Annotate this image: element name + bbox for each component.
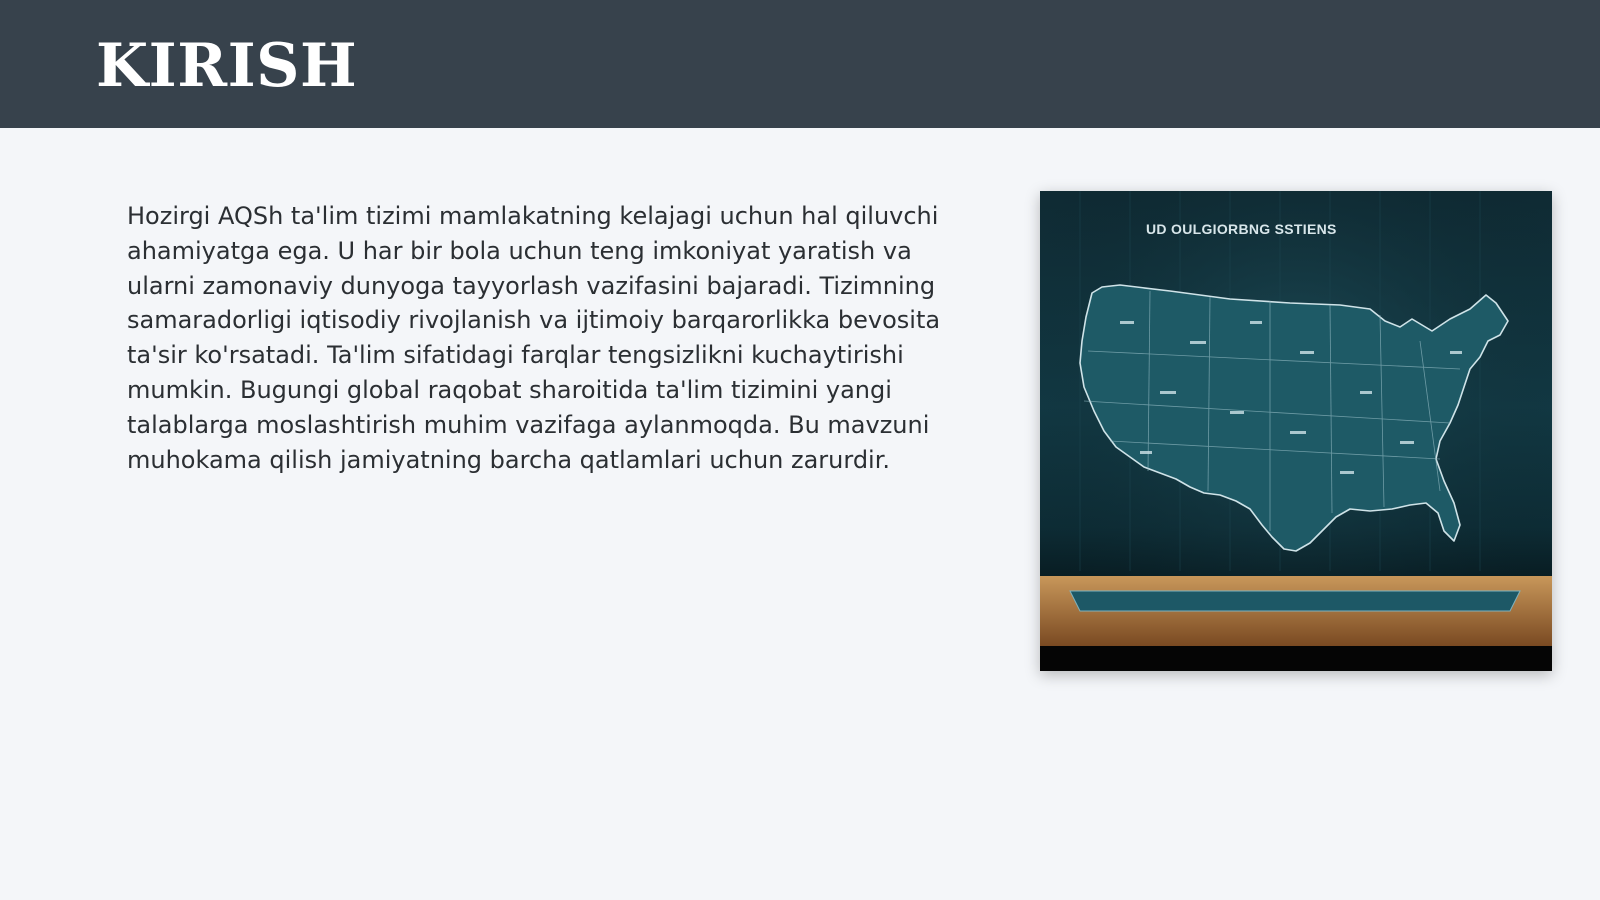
image-caption: UD OULGIORBNG SSTIENS <box>1146 221 1337 237</box>
title-bar <box>0 0 1600 128</box>
body-paragraph: Hozirgi AQSh ta'lim tizimi mamlakatning kelajagi uchun hal qiluvchi ahamiyatga ega. U har bir bola uchun teng imkoniyat yaratish va ularni zamonaviy dunyoga tayyorlash vazifasini bajaradi. Tizimning samaradorligi iqtisodiy rivojlanish va ijtimoiy barqarorlikka bevosita ta'sir ko'rsatadi. Ta'lim sifatidagi farqlar tengsizlikni kuchaytirishi mumkin. Bugungi global raqobat sharoitida ta'lim tizimini yangi talablarga moslashtirish muhim vazifaga aylanmoqda. Bu mavzuni muhokama qilish jamiyatning barcha qatlamlari uchun zarurdir. <box>127 202 941 474</box>
us-map-image <box>1040 191 1552 671</box>
slide-title: KIRISH <box>96 31 358 101</box>
us-map-illustration-icon <box>1040 191 1552 671</box>
